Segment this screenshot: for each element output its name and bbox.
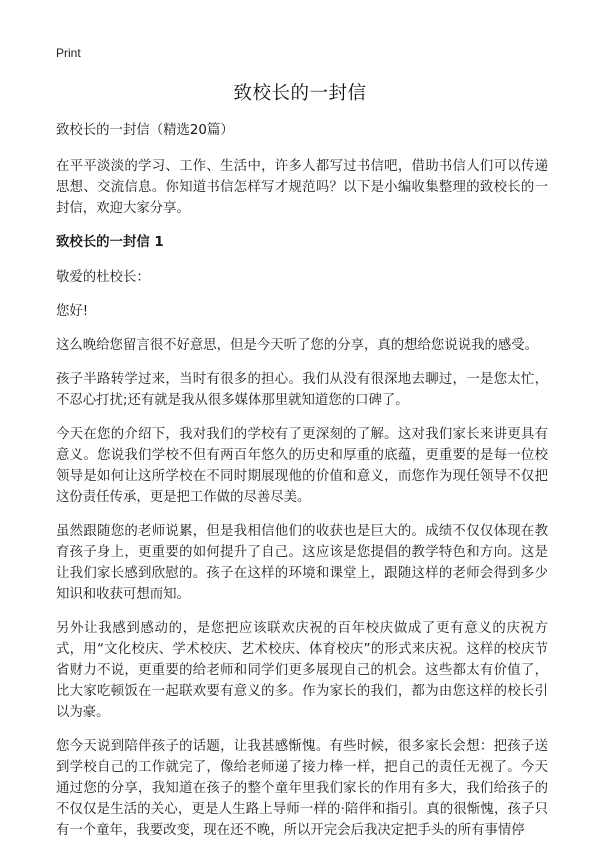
body-paragraph: 今天在您的介绍下，我对我们的学校有了更深刻的了解。这对我们家长来讲更具有意义。您说我们学校不但有两百年悠久的历史和厚重的底蕴，更重要的是每一位校领导是如何让这所学校在不同时期展现他的价值和意义，而您作为现任领导不仅把这份责任传承，更是把工作做的尽善尽美。	[56, 427, 548, 505]
body-paragraph: 虽然跟随您的老师说累，但是我相信他们的收获也是巨大的。成绩不仅仅体现在教育孩子身上，更重要的如何提升了自己。这应该是您提倡的教学特色和方向。这是让我们家长感到欣慰的。孩子在这样的环境和课堂上，跟随这样的老师会得到多少知识和收获可想而知。	[56, 524, 548, 602]
intro-paragraph: 在平平淡淡的学习、工作、生活中，许多人都写过书信吧，借助书信人们可以传递思想、交流信息。你知道书信怎样写才规范吗？以下是小编收集整理的致校长的一封信，欢迎大家分享。	[56, 159, 548, 216]
body-paragraph: 孩子半路转学过来，当时有很多的担心。我们从没有很深地去聊过，一是您太忙，不忍心打扰;还有就是我从很多媒体那里就知道您的口碑了。	[56, 372, 548, 408]
article-body	[56, 120, 548, 854]
article-subtitle: 致校长的一封信（精选20篇）	[56, 123, 234, 138]
letter-greeting: 敬爱的杜校长：	[56, 270, 150, 285]
body-paragraph: 您今天说到陪伴孩子的话题，让我甚感惭愧。有些时候，很多家长会想：把孩子送到学校自己的工作就完了，像给老师递了接力棒一样，把自己的责任无视了。今天通过您的分享，我知道在孩子的整个童年里我们家长的作用有多大，我们给孩子的不仅仅是生活的关心，更是人生路上导师一样的·陪伴和指引。真的很惭愧，孩子只有一个童年，我要改变，现在还不晚，所以开完会后我决定把手头的所有事情停	[56, 739, 548, 838]
letter-salutation: 您好!	[56, 304, 89, 319]
print-link[interactable]: Print	[56, 46, 81, 60]
body-paragraph: 这么晚给您留言很不好意思，但是今天听了您的分享，真的想给您说说我的感受。	[56, 338, 539, 353]
section-heading: 致校长的一封信 1	[56, 235, 164, 250]
page-title: 致校长的一封信	[233, 83, 367, 104]
body-paragraph: 另外让我感到感动的，是您把应该联欢庆祝的百年校庆做成了更有意义的庆祝方式，用“文化校庆、学术校庆、艺术校庆、体育校庆”的形式来庆祝。这样的校庆节省财力不说，更重要的给老师和同学们更多展现自己的机会。这些都太有价值了，比大家吃顿饭在一起联欢要有意义的多。作为家长的我们，都为由您这样的校长引以为豪。	[56, 621, 548, 720]
